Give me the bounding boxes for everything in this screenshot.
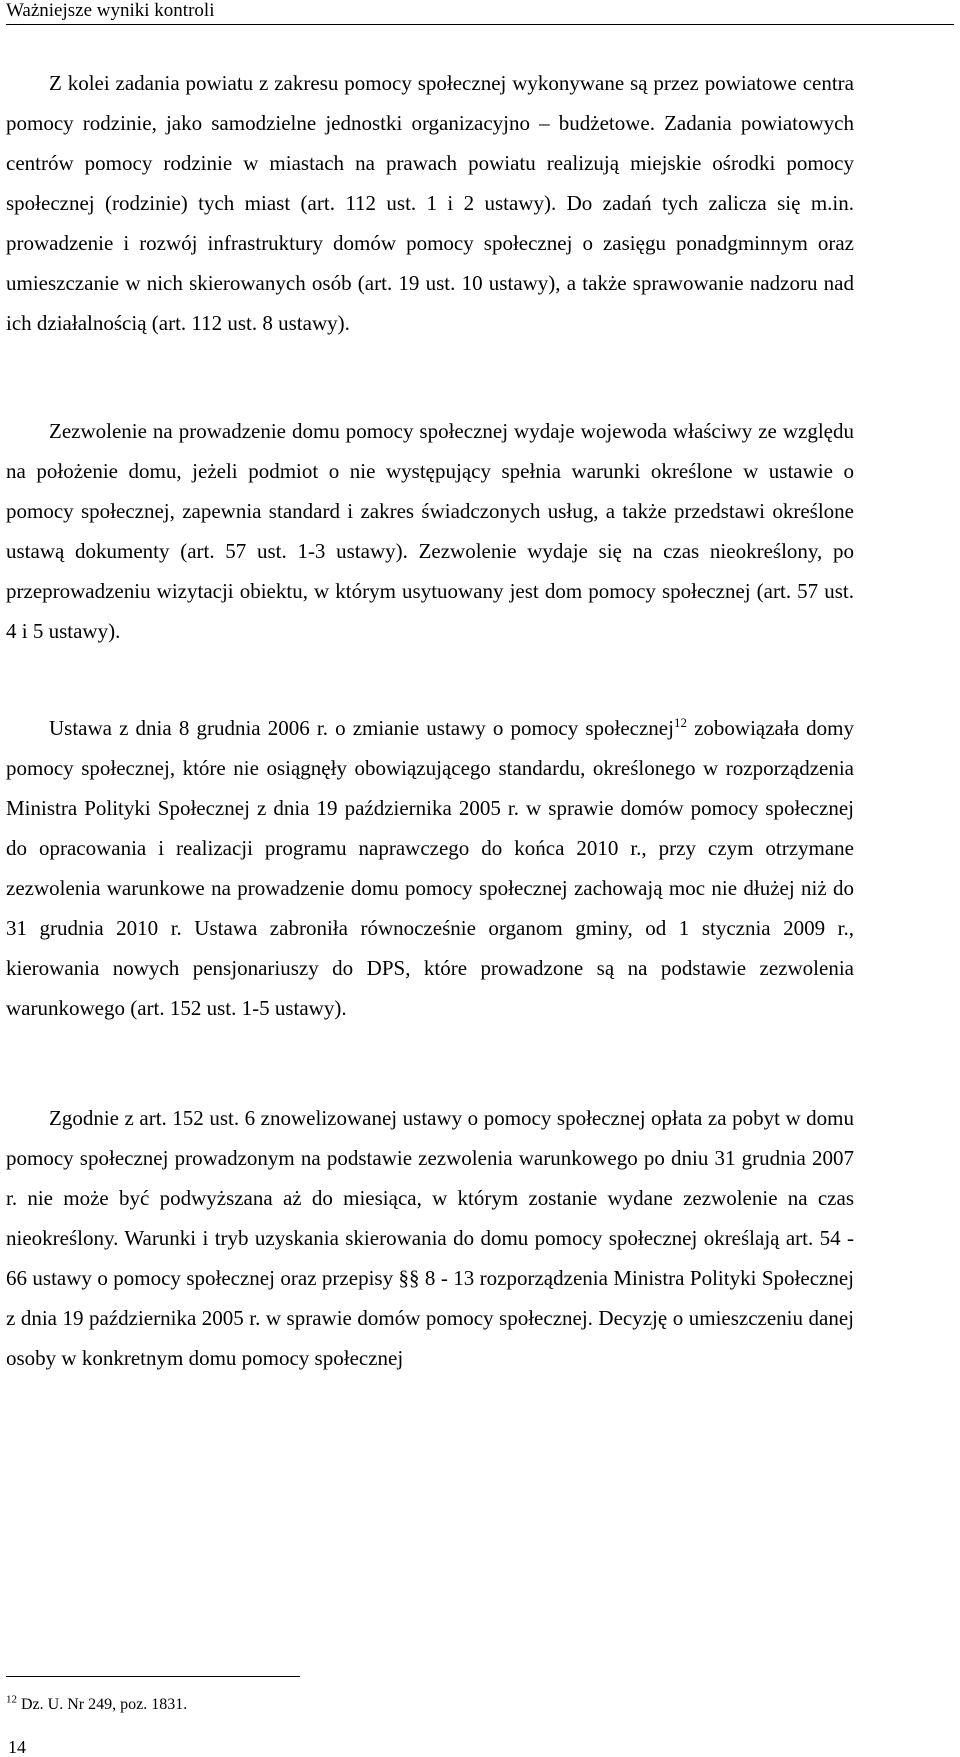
- running-header: [6, 0, 954, 25]
- paragraph-2: Zezwolenie na prowadzenie domu pomocy społecznej wydaje wojewoda właściwy ze względu na położenie domu, jeżeli podmiot o nie występujący spełnia warunki określone w ustawie o pomocy społecznej, zapewnia standard i zakres świadczonych usług, a także przedstawi określone ustawą dokumenty (art. 57 ust. 1-3 ustawy). Zezwolenie wydaje się na czas nieokreślony, po przeprowadzeniu wizytacji obiektu, w którym usytuowany jest dom pomocy społecznej (art. 57 ust. 4 i 5 ustawy).: [6, 419, 854, 643]
- footnote-text: Dz. U. Nr 249, poz. 1831.: [17, 1696, 188, 1713]
- paragraph-3-text-before: Ustawa z dnia 8 grudnia 2006 r. o zmianie ustawy o pomocy społecznej: [49, 716, 674, 740]
- header-title: Ważniejsze wyniki kontroli: [6, 0, 215, 21]
- footnote-number: 12: [6, 1693, 17, 1706]
- paragraph-3-text-after: zobowiązała domy pomocy społecznej, które nie osiągnęły obowiązującego standardu, określonego w rozporządzenia Ministra Polityki Społecznej z dnia 19 października 2005 r. w sprawie domów pomocy społecznej do opracowania i realizacji programu naprawczego do końca 2010 r., przy czym otrzymane zezwolenia warunkowe na prowadzenie domu pomocy społecznej zachowają moc nie dłużej niż do 31 grudnia 2010 r. Ustawa zabroniła równocześnie organom gminy, od 1 stycznia 2009 r., kierowania nowych pensjonariuszy do DPS, które prowadzone są na podstawie zezwolenia warunkowego (art. 152 ust. 1-5 ustawy).: [6, 716, 854, 1020]
- footnote: [6, 1695, 187, 1715]
- paragraph-3: [6, 708, 854, 1028]
- paragraph-4: Zgodnie z art. 152 ust. 6 znowelizowanej ustawy o pomocy społecznej opłata za pobyt w domu pomocy społecznej prowadzonym na podstawie zezwolenia warunkowego po dniu 31 grudnia 2007 r. nie może być podwyższana aż do miesiąca, w którym zostanie wydane zezwolenie na czas nieokreślony. Warunki i tryb uzyskania skierowania do domu pomocy społecznej określają art. 54 - 66 ustawy o pomocy społecznej oraz przepisy §§ 8 - 13 rozporządzenia Ministra Polityki Społecznej z dnia 19 października 2005 r. w sprawie domów pomocy społecznej. Decyzję o umieszczeniu danej osoby w konkretnym domu pomocy społecznej: [6, 1106, 854, 1370]
- paragraph-1: Z kolei zadania powiatu z zakresu pomocy społecznej wykonywane są przez powiatowe centra pomocy rodzinie, jako samodzielne jednostki organizacyjno – budżetowe. Zadania powiatowych centrów pomocy rodzinie w miastach na prawach powiatu realizują miejskie ośrodki pomocy społecznej (rodzinie) tych miast (art. 112 ust. 1 i 2 ustawy). Do zadań tych zalicza się m.in. prowadzenie i rozwój infrastruktury domów pomocy społecznej o zasięgu ponadgminnym oraz umieszczanie w nich skierowanych osób (art. 19 ust. 10 ustawy), a także sprawowanie nadzoru nad ich działalnością (art. 112 ust. 8 ustawy).: [6, 71, 854, 335]
- page-number: 14: [8, 1737, 26, 1757]
- footnote-reference: 12: [673, 715, 687, 730]
- footnote-separator: [6, 1676, 300, 1677]
